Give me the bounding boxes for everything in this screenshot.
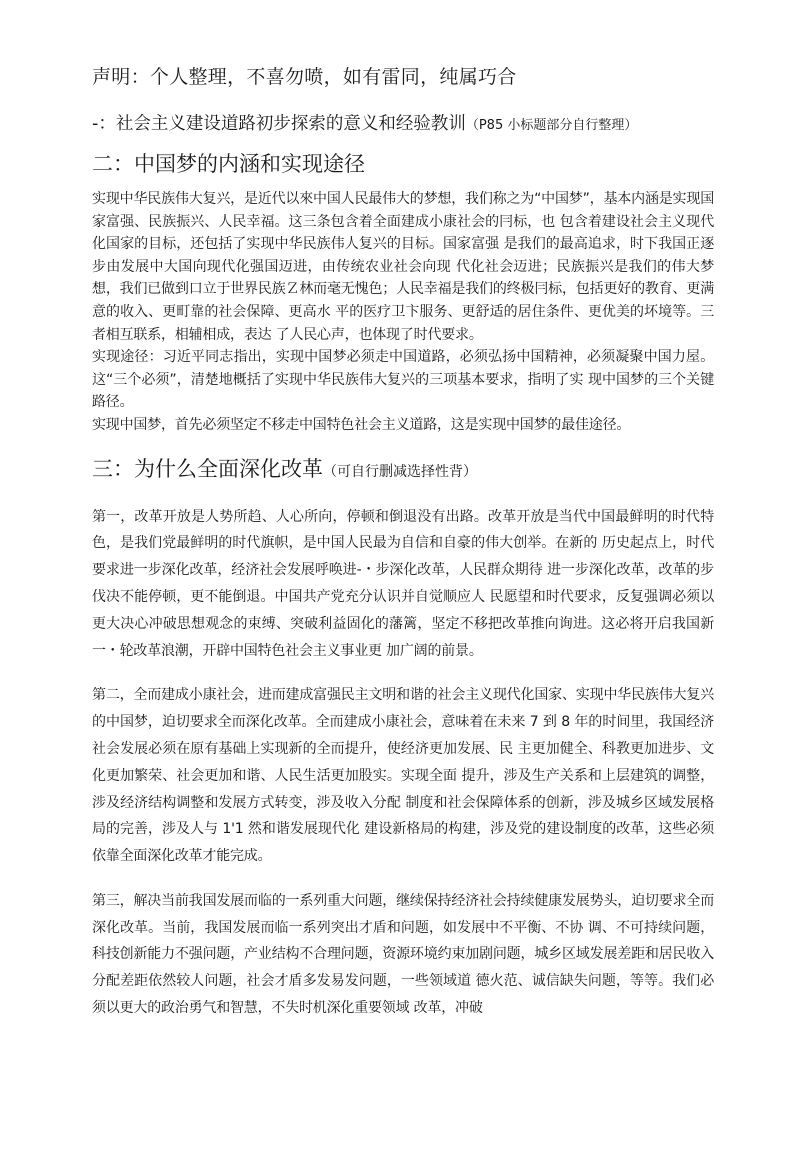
section3-body xyxy=(92,504,714,1022)
section1-heading xyxy=(92,104,714,146)
section2-paragraph-2: 实现途径：习近平同志指出，实现中国梦必须走中国道路，必须弘扬中国精神，必须凝聚中国力屋。这“三个必须”，清楚地概括了实现中华民族伟大复兴的三项基本要求，指明了实 现中国梦的三个关键路径。 xyxy=(92,349,714,411)
section3-paragraph-2: 第二，全而建成小康社会，进而建成富强民主文明和谐的社会主义现代化国家、实现中华民族伟大复兴的中国梦，迫切要求全而深化改革。全而建成小康社会，意味着在未来 7 到 8 年的时间里，我国经济社会发展必须在原有基础上实现新的全而提升，使经济更加发展、民 主更加健全、科教更加进步、文化更加繁荣、社会更加和谐、人民生活更加股实。实现全面 提升，涉及生产关系和上层建筑的调整，涉及经济结构调整和发展方式转变，涉及收入分配 制度和社会保障体系的创新，涉及城乡区域发展格局的完善，涉及人与 1'1 然和谐发展现代化 建设新格局的构建，涉及党的建设制度的改革，这些必须依靠全面深化改革才能完成。 xyxy=(92,687,714,865)
section3-heading xyxy=(92,451,714,490)
section1-title: -：社会主义建设道路初步探索的意义和经验教训 xyxy=(92,114,466,134)
section3-note: （可自行删减选择性背） xyxy=(323,463,477,480)
section3-paragraph-1: 第一，改革开放是人势所趋、人心所向，停顿和倒退没有出路。改革开放是当代中国最鲜明的时代特色，是我们党最鲜明的时代旗帜，是中国人民最为自信和自豪的伟大创举。在新的 历史起点上，时代要求进一步深化改革，经济社会发展呼唤进-・步深化改革，人民群众期待 进一步深化改革，改革的步伐决不能停顿，更不能倒退。中国共产党充分认识并自觉顺应人 民愿望和时代要求，反复强调必须以更大决心冲破思想观念的束缚、突破利益固化的藩篱，坚定不移把改革推向询进。这必将开启我国新一・轮改革浪潮，开辟中国特色社会主义事业更 加广阔的前景。 xyxy=(92,508,714,659)
section2-heading: 二：中国梦的内涵和实现途径 xyxy=(92,152,365,176)
section1-note: （P85 小标题部分自行整理） xyxy=(465,118,638,133)
section3-title: 三：为什么全面深化改革 xyxy=(92,456,323,481)
section3-paragraph-3: 第三，解决当前我国发展而临的一系列重大问题，继续保持经济社会持续健康发展势头，迫切要求全而深化改革。当前，我国发展而临一系列突出才盾和问题，如发展中不平衡、不协 调、不可持续问题，科技创新能力不强问题，产业结构不合理问题，资源环境约束加剧问题，城乡区域发展差距和居民收入分配差距依然较人问题，社会才盾多发易发问题，一些领域道 德火范、诚信缺失问题，等等。我们必须以更大的政治勇气和智慧，不失时机深化重要领域 改革，冲破 xyxy=(92,892,714,1017)
disclaimer-heading: 声明：个人整理，不喜勿喷，如有雷同，纯属巧合 xyxy=(92,66,517,88)
section2-paragraph-3: 实现中国梦，首先必须坚定不移走中国特色社会主义道路，这是实现中国梦的最佳途径。 xyxy=(92,416,631,433)
section2-body xyxy=(92,188,714,437)
section2-paragraph-1: 实现中华民族伟大复兴，是近代以來中国人民最伟大的梦想，我们称之为“中国梦”，基本内涵是实现国家富强、民族振兴、人民幸福。这三条包含着全面建成小康社会的冃标，也 包含着建设社会主义现代化国家的目标，还包括了实现中华民族伟人复兴的目标。国家富强 是我们的最高追求，时下我国正逐步由发展中大国向现代化强国迈进，由传统农业社会向现 代化社会迈进；民族振兴是我们的伟大梦想，我们已做到口立于世界民族Ｚ林而毫无愧色；人民幸福是我们的终极冃标，包括更好的教育、更满意的收入、更町靠的社会保障、更高水 平的医疗卫卞服务、更舒适的居住条件、更优美的坏境等。三者相互联系，相辅相成，表达 了人民心声，也体现了时代要求。 xyxy=(92,191,714,343)
